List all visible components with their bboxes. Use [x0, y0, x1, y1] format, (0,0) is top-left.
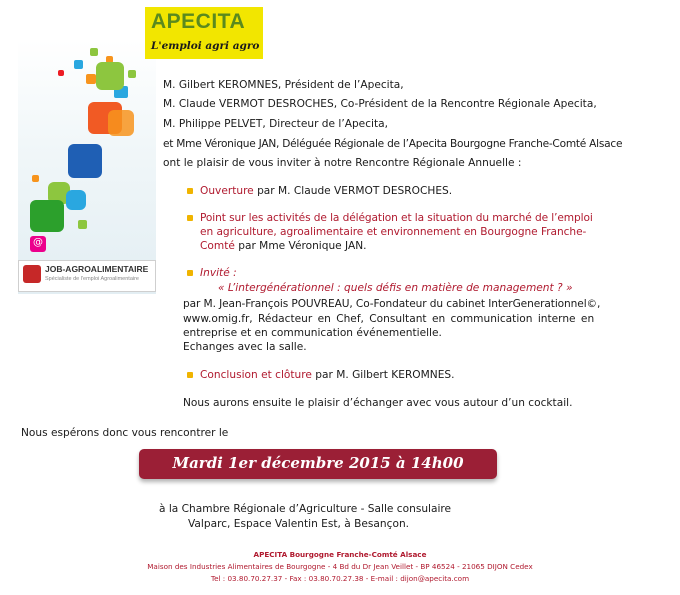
agenda-item2-line2: en agriculture, agroalimentaire et environnement en Bourgogne Franche-	[200, 226, 587, 238]
host-name: et Mme Véronique JAN,	[163, 138, 280, 150]
logo-tagline: L'emploi agri agro	[151, 40, 260, 52]
host-line-3	[163, 118, 388, 131]
agenda-speaker: par M. Gilbert KEROMNES.	[311, 369, 455, 381]
agenda-item2-line1: Point sur les activités de la délégation et la situation du marché de l’emploi	[200, 212, 593, 224]
bullet-icon	[187, 188, 193, 194]
agenda-invite-theme: « L’intergénérationnel : quels défis en matière de management ? »	[218, 282, 573, 294]
host-line-1	[163, 79, 404, 92]
agenda-speaker: par M. Claude VERMOT DESROCHES.	[253, 185, 453, 197]
host-role: Déléguée Régionale de l’Apecita Bourgogne Franche-Comté Alsace	[279, 138, 623, 150]
job-logo-icon	[23, 265, 41, 283]
cow-icon-tile	[68, 144, 102, 178]
host-role: Président de l’Apecita,	[281, 79, 404, 91]
agenda-item-conclusion	[200, 369, 455, 382]
cocktail-line: Nous aurons ensuite le plaisir d’échanger avec vous autour d’un cocktail.	[183, 397, 573, 409]
footer-org: APECITA Bourgogne Franche-Comté Alsace	[253, 550, 427, 559]
recycle-tile-icon	[30, 200, 64, 232]
agenda-item2-line3	[200, 240, 367, 253]
host-line-4	[163, 138, 622, 151]
job-logo-subtitle: Spécialiste de l'emploi Agroalimentaire	[45, 276, 139, 282]
at-tile	[30, 236, 46, 252]
agenda-speaker: par Mme Véronique JAN.	[234, 240, 367, 252]
agenda-item-ouverture	[200, 185, 452, 198]
host-role: Co-Président de la Rencontre Régionale Apecita,	[337, 98, 597, 110]
decorative-app-tiles-image	[18, 40, 156, 294]
agenda-title-end: Comté	[200, 240, 235, 252]
job-agroalimentaire-logo	[18, 260, 156, 292]
bullet-icon	[187, 215, 193, 221]
logo-brand: APECITA	[151, 10, 246, 33]
invite-line: ont le plaisir de vous inviter à notre Rencontre Régionale Annuelle :	[163, 157, 522, 169]
guest-line-4: Echanges avec la salle.	[183, 341, 307, 353]
footer-address: Maison des Industries Alimentaires de Bourgogne - 4 Bd du Dr Jean Veillet - BP 46524 - 21065 DIJON Cedex	[147, 562, 533, 571]
guest-line-3: entreprise et en communication événementielle.	[183, 327, 442, 339]
wine-tile-icon	[108, 110, 134, 136]
guest-line-2: www.omig.fr, Rédacteur en Chef, Consultant en communication interne en	[183, 313, 595, 325]
sun-tile-icon	[96, 62, 124, 90]
at-icon: @	[33, 237, 43, 248]
guest-line-1: par M. Jean-François POUVREAU, Co-Fondateur du cabinet InterGenerationnel©,	[183, 298, 601, 310]
job-logo-title: JOB-AGROALIMENTAIRE	[45, 264, 149, 274]
agenda-invite-label: Invité :	[200, 267, 237, 279]
hope-line: Nous espérons donc vous rencontrer le	[21, 427, 229, 439]
bullet-icon	[187, 270, 193, 276]
date-text: Mardi 1er décembre 2015 à 14h00	[172, 454, 464, 472]
host-name: M. Gilbert KEROMNES,	[163, 79, 282, 91]
agenda-title: Conclusion et clôture	[200, 369, 312, 381]
host-name: M. Philippe PELVET,	[163, 118, 266, 130]
tractor-tile-icon	[66, 190, 86, 210]
agenda-title: Ouverture	[200, 185, 254, 197]
date-banner	[139, 449, 497, 479]
host-name: M. Claude VERMOT DESROCHES,	[163, 98, 338, 110]
venue-line-1: à la Chambre Régionale d’Agriculture - Salle consulaire	[159, 503, 452, 515]
apecita-logo	[145, 7, 263, 59]
footer-contact: Tel : 03.80.70.27.37 - Fax : 03.80.70.27.38 - E-mail : dijon@apecita.com	[210, 574, 470, 583]
host-line-2	[163, 98, 597, 111]
bullet-icon	[187, 372, 193, 378]
host-role: Directeur de l’Apecita,	[265, 118, 388, 130]
venue-line-2: Valparc, Espace Valentin Est, à Besançon.	[188, 518, 410, 530]
